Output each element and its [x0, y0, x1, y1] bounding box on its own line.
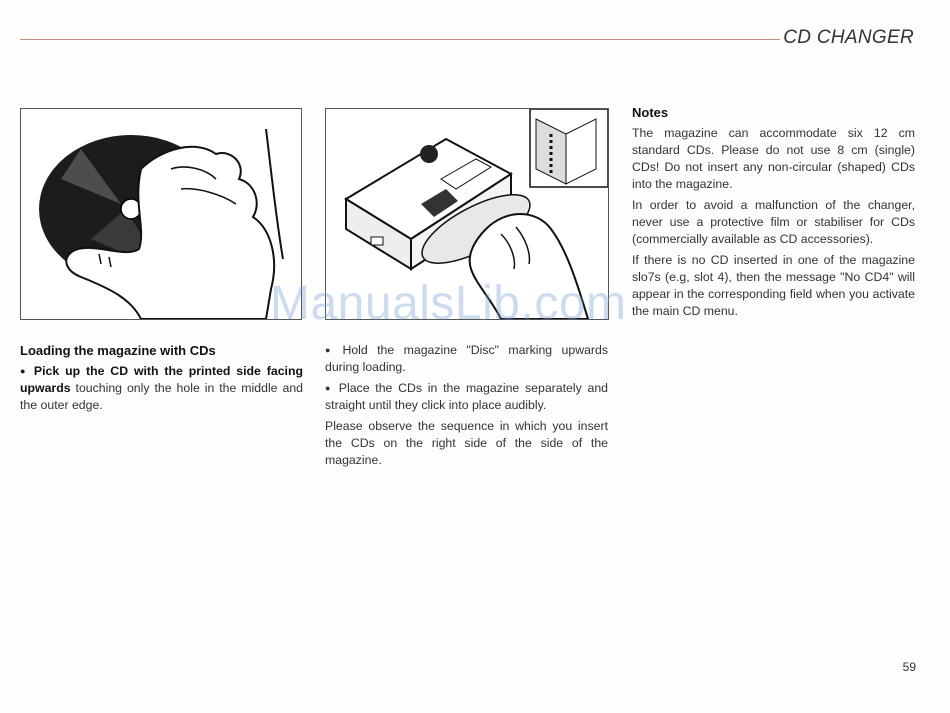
hand-holding-magazine	[470, 214, 588, 319]
step-rest-text: touching only the hole in the middle and the outer edge.	[20, 381, 303, 412]
magazine-drawing	[326, 109, 608, 319]
notes-paragraph-3: If there is no CD inserted in one of the magazine slo7s (e.g, slot 4), then the message "No CD4" will appear in the corresponding field when you activate the main CD menu.	[632, 253, 915, 318]
magazine-eject-dot	[420, 145, 438, 163]
notes-heading: Notes	[632, 105, 669, 120]
section-heading: Loading the magazine with CDs	[20, 343, 216, 358]
header-rule	[20, 39, 780, 40]
watermark: ManualsLib.com	[270, 277, 627, 330]
page-number: 59	[902, 660, 916, 674]
bullet-place-cds: ● Place the CDs in the magazine separately and straight until they click into place audibly.	[325, 380, 608, 414]
hand-cd-drawing	[21, 109, 301, 319]
step-bold-text: ● Pick up the CD with the printed side facing upwards	[20, 364, 303, 395]
illustration-magazine-loading	[325, 108, 609, 320]
illustration-hand-holding-cd	[20, 108, 302, 320]
step-paragraph	[20, 363, 303, 414]
notes-column	[632, 104, 915, 324]
left-text-column	[20, 342, 303, 418]
notes-paragraph-2: In order to avoid a malfunction of the changer, never use a protective film or stabiliser for CDs (commercially available as CD accessories).	[632, 198, 915, 246]
notes-paragraph-1: The magazine can accommodate six 12 cm standard CDs. Please do not use 8 cm (single) CDs! Do not insert any non-circular (shaped) CDs into the magazine.	[632, 126, 915, 191]
middle-text-column	[325, 342, 608, 473]
sequence-paragraph: Please observe the sequence in which you insert the CDs on the right side of the side of the magazine.	[325, 419, 608, 467]
page-header-title: CD CHANGER	[783, 27, 914, 48]
bullet-hold-magazine: ● Hold the magazine "Disc" marking upwards during loading.	[325, 342, 608, 376]
